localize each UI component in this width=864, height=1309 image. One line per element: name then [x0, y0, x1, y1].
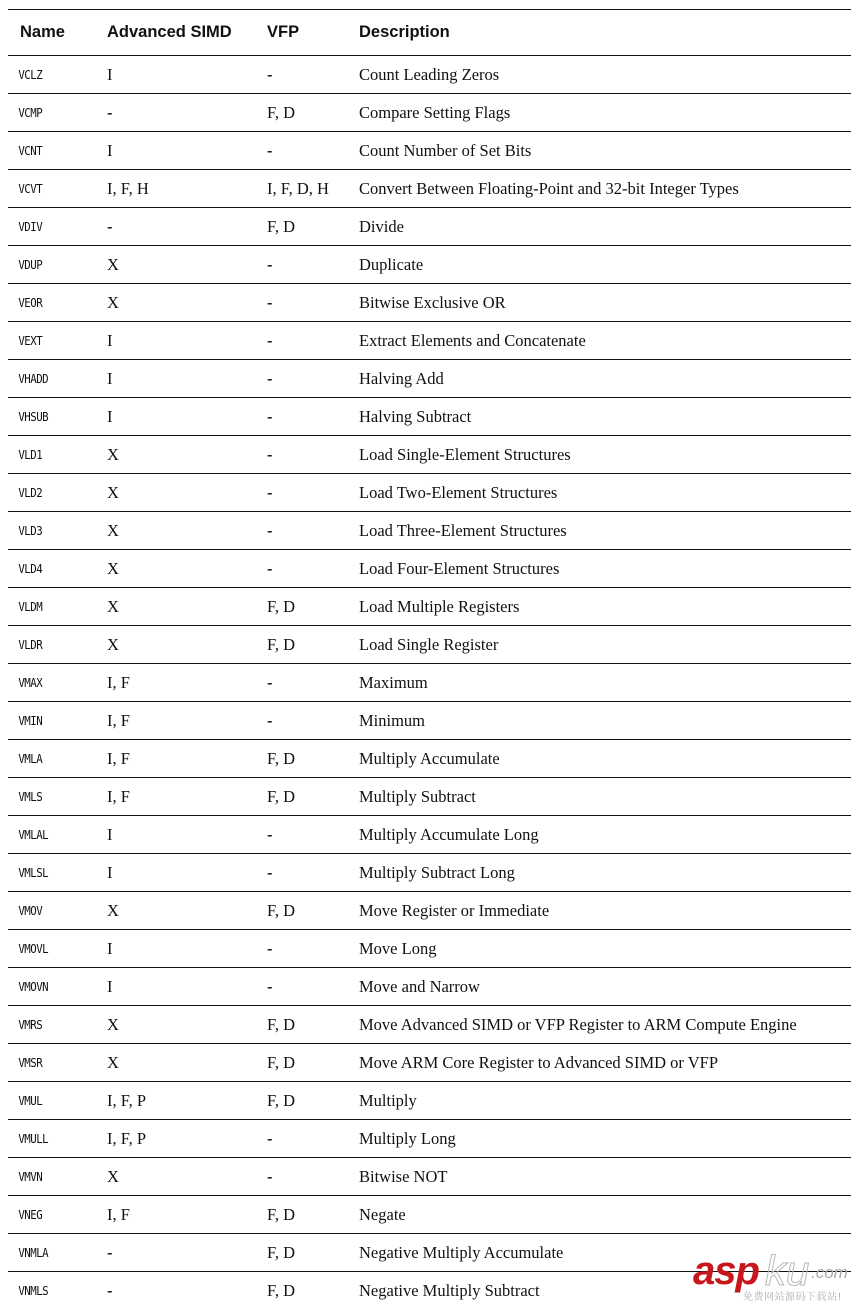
table-row [8, 588, 851, 626]
cell-advanced-simd: I [95, 56, 255, 94]
cell-name: VMLS [8, 778, 83, 816]
cell-advanced-simd: I, F, P [95, 1120, 255, 1158]
cell-vfp: F, D [255, 778, 347, 816]
table-row [8, 702, 851, 740]
cell-advanced-simd: X [95, 1044, 255, 1082]
cell-name: VMRS [8, 1006, 83, 1044]
cell-advanced-simd: I [95, 816, 255, 854]
cell-description: Multiply Accumulate [347, 740, 851, 778]
cell-advanced-simd: X [95, 436, 255, 474]
cell-description: Extract Elements and Concatenate [347, 322, 851, 360]
cell-advanced-simd: - [95, 1272, 255, 1309]
cell-vfp: - [255, 968, 347, 1006]
cell-description: Bitwise NOT [347, 1158, 851, 1196]
cell-name: VMOVL [8, 930, 83, 968]
cell-description: Halving Add [347, 360, 851, 398]
cell-description: Halving Subtract [347, 398, 851, 436]
table-row [8, 778, 851, 816]
cell-description: Negate [347, 1196, 851, 1234]
table-row [8, 1006, 851, 1044]
cell-advanced-simd: I, F [95, 1196, 255, 1234]
cell-vfp: F, D [255, 626, 347, 664]
cell-description: Count Number of Set Bits [347, 132, 851, 170]
cell-name: VLD3 [8, 512, 83, 550]
header-name: Name [8, 10, 95, 56]
table-row [8, 398, 851, 436]
cell-name: VCNT [8, 132, 83, 170]
cell-description: Duplicate [347, 246, 851, 284]
cell-description: Load Single-Element Structures [347, 436, 851, 474]
cell-advanced-simd: X [95, 588, 255, 626]
table-row [8, 930, 851, 968]
cell-description: Multiply Accumulate Long [347, 816, 851, 854]
table-header-row [8, 10, 851, 56]
cell-name: VMVN [8, 1158, 83, 1196]
table-row [8, 322, 851, 360]
cell-name: VMOVN [8, 968, 83, 1006]
cell-description: Bitwise Exclusive OR [347, 284, 851, 322]
cell-description: Load Three-Element Structures [347, 512, 851, 550]
cell-vfp: - [255, 284, 347, 322]
cell-vfp: F, D [255, 1196, 347, 1234]
cell-vfp: - [255, 702, 347, 740]
cell-name: VMLA [8, 740, 83, 778]
cell-advanced-simd: I [95, 398, 255, 436]
cell-advanced-simd: I [95, 854, 255, 892]
cell-advanced-simd: I [95, 132, 255, 170]
header-description: Description [347, 10, 851, 56]
cell-name: VLDM [8, 588, 83, 626]
cell-vfp: F, D [255, 1044, 347, 1082]
cell-advanced-simd: I, F, P [95, 1082, 255, 1120]
watermark-domain-suffix: .com [811, 1263, 848, 1283]
cell-name: VMIN [8, 702, 83, 740]
cell-description: Move Register or Immediate [347, 892, 851, 930]
cell-description: Move Advanced SIMD or VFP Register to ARM Compute Engine [347, 1006, 851, 1044]
cell-description: Move and Narrow [347, 968, 851, 1006]
cell-advanced-simd: I, F, H [95, 170, 255, 208]
cell-vfp: F, D [255, 1234, 347, 1272]
cell-name: VLD4 [8, 550, 83, 588]
cell-name: VLDR [8, 626, 83, 664]
cell-description: Count Leading Zeros [347, 56, 851, 94]
table-row [8, 474, 851, 512]
cell-name: VNMLS [8, 1272, 83, 1309]
table-row [8, 1120, 851, 1158]
cell-name: VMULL [8, 1120, 83, 1158]
table-row [8, 94, 851, 132]
cell-advanced-simd: I, F [95, 740, 255, 778]
header-advanced-simd: Advanced SIMD [95, 10, 255, 56]
cell-description: Load Four-Element Structures [347, 550, 851, 588]
cell-vfp: - [255, 930, 347, 968]
cell-description: Multiply Subtract Long [347, 854, 851, 892]
cell-vfp: F, D [255, 94, 347, 132]
cell-description: Move ARM Core Register to Advanced SIMD or VFP [347, 1044, 851, 1082]
cell-description: Negative Multiply Subtract [347, 1272, 851, 1309]
cell-advanced-simd: I [95, 968, 255, 1006]
cell-description: Convert Between Floating-Point and 32-bit Integer Types [347, 170, 851, 208]
cell-vfp: - [255, 132, 347, 170]
cell-description: Move Long [347, 930, 851, 968]
cell-description: Multiply [347, 1082, 851, 1120]
cell-vfp: - [255, 360, 347, 398]
cell-vfp: F, D [255, 208, 347, 246]
cell-name: VDIV [8, 208, 83, 246]
cell-vfp: F, D [255, 1006, 347, 1044]
cell-vfp: - [255, 816, 347, 854]
cell-advanced-simd: I [95, 322, 255, 360]
table-row [8, 740, 851, 778]
cell-name: VMOV [8, 892, 83, 930]
cell-name: VLD1 [8, 436, 83, 474]
cell-description: Multiply Subtract [347, 778, 851, 816]
cell-name: VMSR [8, 1044, 83, 1082]
table-row [8, 1158, 851, 1196]
cell-vfp: - [255, 436, 347, 474]
cell-name: VNMLA [8, 1234, 83, 1272]
cell-description: Minimum [347, 702, 851, 740]
cell-advanced-simd: - [95, 208, 255, 246]
cell-vfp: I, F, D, H [255, 170, 347, 208]
cell-advanced-simd: X [95, 550, 255, 588]
table-row [8, 284, 851, 322]
table-row [8, 664, 851, 702]
cell-name: VEXT [8, 322, 83, 360]
cell-vfp: - [255, 246, 347, 284]
table-row [8, 56, 851, 94]
cell-advanced-simd: I [95, 360, 255, 398]
table-row [8, 436, 851, 474]
cell-advanced-simd: - [95, 1234, 255, 1272]
cell-name: VMLAL [8, 816, 83, 854]
cell-vfp: F, D [255, 588, 347, 626]
cell-advanced-simd: I, F [95, 702, 255, 740]
cell-description: Maximum [347, 664, 851, 702]
table-row [8, 208, 851, 246]
cell-vfp: F, D [255, 740, 347, 778]
table-row [8, 512, 851, 550]
table-row [8, 550, 851, 588]
watermark-ku-text: ku [765, 1247, 809, 1295]
cell-name: VMAX [8, 664, 83, 702]
cell-vfp: - [255, 1158, 347, 1196]
cell-name: VNEG [8, 1196, 83, 1234]
cell-name: VHSUB [8, 398, 83, 436]
table-body [8, 56, 851, 1309]
table-row [8, 360, 851, 398]
watermark-logo [693, 1255, 864, 1307]
watermark-tagline: 免费网站源码下载站! [743, 1288, 842, 1303]
cell-advanced-simd: X [95, 246, 255, 284]
cell-name: VCLZ [8, 56, 83, 94]
cell-advanced-simd: I, F [95, 664, 255, 702]
cell-name: VEOR [8, 284, 83, 322]
cell-vfp: - [255, 474, 347, 512]
cell-description: Negative Multiply Accumulate [347, 1234, 851, 1272]
cell-vfp: - [255, 1120, 347, 1158]
table-row [8, 854, 851, 892]
cell-description: Load Single Register [347, 626, 851, 664]
table-row [8, 1044, 851, 1082]
cell-advanced-simd: - [95, 94, 255, 132]
cell-vfp: - [255, 56, 347, 94]
cell-name: VMUL [8, 1082, 83, 1120]
cell-name: VCMP [8, 94, 83, 132]
cell-vfp: - [255, 512, 347, 550]
cell-description: Load Multiple Registers [347, 588, 851, 626]
instruction-table [8, 9, 851, 1309]
cell-name: VHADD [8, 360, 83, 398]
cell-name: VLD2 [8, 474, 83, 512]
cell-name: VCVT [8, 170, 83, 208]
table-row [8, 626, 851, 664]
table-row [8, 170, 851, 208]
table-row [8, 816, 851, 854]
cell-name: VDUP [8, 246, 83, 284]
cell-vfp: F, D [255, 1272, 347, 1309]
table-row [8, 968, 851, 1006]
header-vfp: VFP [255, 10, 347, 56]
cell-advanced-simd: I, F [95, 778, 255, 816]
cell-description: Multiply Long [347, 1120, 851, 1158]
cell-advanced-simd: X [95, 1158, 255, 1196]
cell-advanced-simd: X [95, 512, 255, 550]
cell-vfp: F, D [255, 1082, 347, 1120]
cell-description: Load Two-Element Structures [347, 474, 851, 512]
cell-vfp: - [255, 550, 347, 588]
cell-description: Divide [347, 208, 851, 246]
cell-vfp: - [255, 398, 347, 436]
table-row [8, 246, 851, 284]
cell-advanced-simd: X [95, 626, 255, 664]
cell-vfp: - [255, 664, 347, 702]
table-row [8, 132, 851, 170]
table-row [8, 1082, 851, 1120]
cell-advanced-simd: X [95, 284, 255, 322]
cell-description: Compare Setting Flags [347, 94, 851, 132]
table-row [8, 1196, 851, 1234]
cell-name: VMLSL [8, 854, 83, 892]
table-row [8, 892, 851, 930]
cell-advanced-simd: X [95, 892, 255, 930]
cell-advanced-simd: X [95, 474, 255, 512]
cell-vfp: - [255, 322, 347, 360]
cell-advanced-simd: X [95, 1006, 255, 1044]
cell-vfp: - [255, 854, 347, 892]
cell-advanced-simd: I [95, 930, 255, 968]
cell-vfp: F, D [255, 892, 347, 930]
watermark-asp-text: asp [693, 1249, 759, 1294]
